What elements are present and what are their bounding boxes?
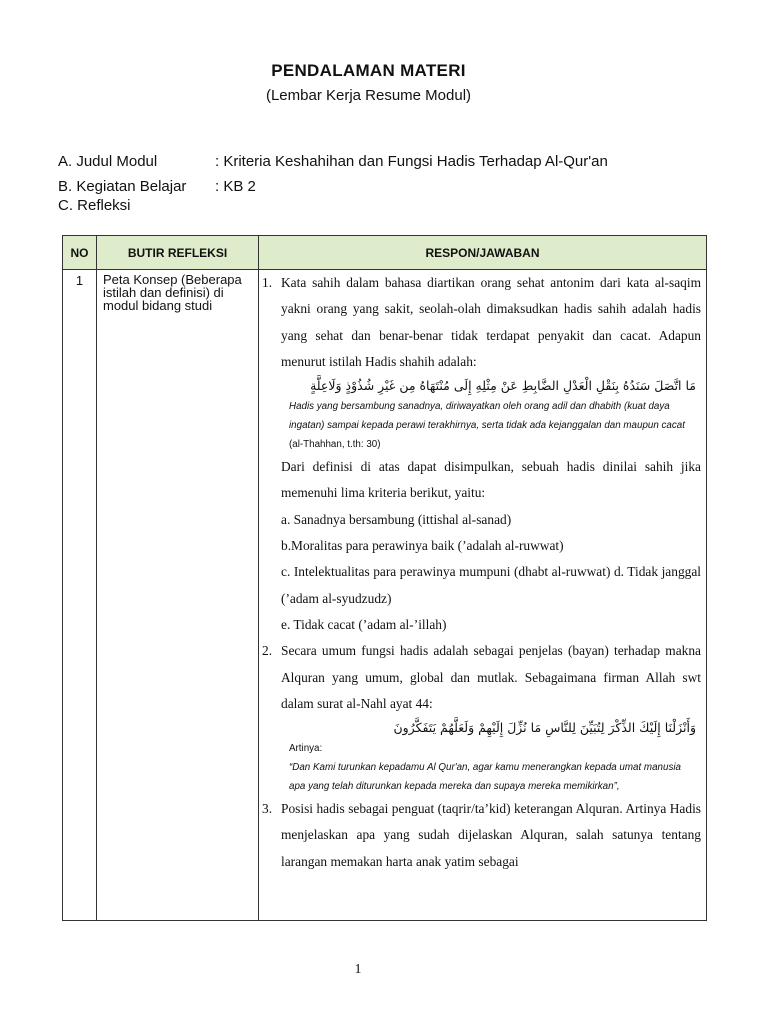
- item-1-text: Kata sahih dalam bahasa diartikan orang sehat antonim dari kata al-saqim yakni orang yang sakit, seolah-olah dimaksudkan hadis sahih adalah hadis yang sehat dan benar-benar tidak terdapat penyakit dan cacat. Adapun menurut istilah Hadis shahih adalah:: [281, 275, 701, 369]
- table-row: [63, 270, 707, 921]
- response-item-1-criteria: [259, 454, 706, 638]
- item-3-text: Posisi hadis sebagai penguat (taqrir/ta’kid) keterangan Alquran. Artinya Hadis menjelaskan apa yang sudah dijelaskan Alquran, salah satunya tentang larangan memakan harta anak yatim sebagai: [281, 801, 701, 869]
- criteria-b: b.Moralitas para perawinya baik (’adalah al-ruwwat): [281, 538, 564, 554]
- artinya-label: Artinya:: [289, 743, 323, 755]
- verse-translation: [259, 739, 706, 796]
- meta-kegiatan-belajar: [58, 178, 256, 195]
- translation-citation: (al-Thahhan, t.th: 30): [289, 439, 381, 451]
- translation-italic: “Dan Kami turunkan kepadamu Al Qur'an, agar kamu menerangkan kepada umat manusia apa yang telah diturunkan kepada mereka dan supaya mereka memikirkan”,: [289, 762, 681, 793]
- meta-refleksi: C. Refleksi: [58, 197, 131, 214]
- header-respon-jawaban: RESPON/JAWABAN: [259, 236, 707, 270]
- meta-value: : KB 2: [215, 178, 256, 195]
- meta-judul-modul: [58, 153, 608, 170]
- response-item-3: [259, 796, 706, 875]
- criteria-c-d: c. Intelektualitas para perawinya mumpuni (dhabt al-ruwwat) d. Tidak janggal (’adam al-syudzudz): [281, 564, 701, 606]
- meta-key: A. Judul Modul: [58, 153, 158, 170]
- definition-translation: [259, 397, 706, 454]
- item-number: 1.: [262, 275, 273, 290]
- header-no: NO: [63, 236, 97, 270]
- row-butir-text: Peta Konsep (Beberapa istilah dan definisi) di modul bidang studi: [103, 272, 242, 313]
- row-butir-cell: [97, 270, 259, 921]
- item-2-text: Secara umum fungsi hadis adalah sebagai penjelas (bayan) terhadap makna Alquran yang umum, global dan mutlak. Sebagaimana firman Allah swt dalam surat al-Nahl ayat 44:: [281, 643, 701, 711]
- table-header-row: [63, 236, 707, 270]
- page-title: PENDALAMAN MATERI: [271, 61, 466, 80]
- header-butir-refleksi: BUTIR REFLEKSI: [97, 236, 259, 270]
- criteria-intro: Dari definisi di atas dapat disimpulkan, sebuah hadis dinilai sahih jika memenuhi lima kriteria berikut, yaitu:: [281, 459, 701, 501]
- arabic-definition: مَا اتَّصَلَ سَنَدُهُ بِنَقْلِ الْعَدْلِ الضَّابِطِ عَنْ مِثْلِهِ إِلَى مُنْتَهَاهُ مِن غَيْرِ شُذُوْذٍ وَلَاعِلَّةٍ: [310, 378, 696, 394]
- translation-italic: Hadis yang bersambung sanadnya, diriwayatkan oleh orang adil dan dhabith (kuat daya ingatan) sampai kepada perawi terakhirnya, serta tidak ada kejanggalan dan maupun cacat: [289, 401, 685, 432]
- row-number: 1: [63, 270, 97, 921]
- meta-key: B. Kegiatan Belajar: [58, 178, 187, 195]
- item-number: 2.: [262, 643, 273, 659]
- criteria-e: e. Tidak cacat (’adam al-’illah): [281, 616, 447, 632]
- response-content: [259, 270, 706, 917]
- arabic-verse: وَأَنْزَلْنَا إِلَيْكَ الذِّكْرَ لِتُبَيِّنَ لِلنَّاسِ مَا نُزِّلَ إِلَيْهِمْ وَلَعَلَّهُمْ يَتَفَكَّرُونَ: [393, 720, 696, 736]
- meta-value: : Kriteria Keshahihan dan Fungsi Hadis Terhadap Al-Qur'an: [215, 153, 608, 170]
- page-subtitle: (Lembar Kerja Resume Modul): [265, 87, 472, 104]
- response-item-2: [259, 638, 706, 717]
- translation-text: [289, 758, 698, 796]
- row-response-cell: [259, 270, 707, 921]
- response-item-1: [259, 270, 706, 375]
- item-number: 3.: [262, 801, 273, 817]
- page-number: 1: [354, 962, 362, 977]
- criteria-a: a. Sanadnya bersambung (ittishal al-sanad): [281, 511, 512, 527]
- reflection-table: [62, 235, 707, 921]
